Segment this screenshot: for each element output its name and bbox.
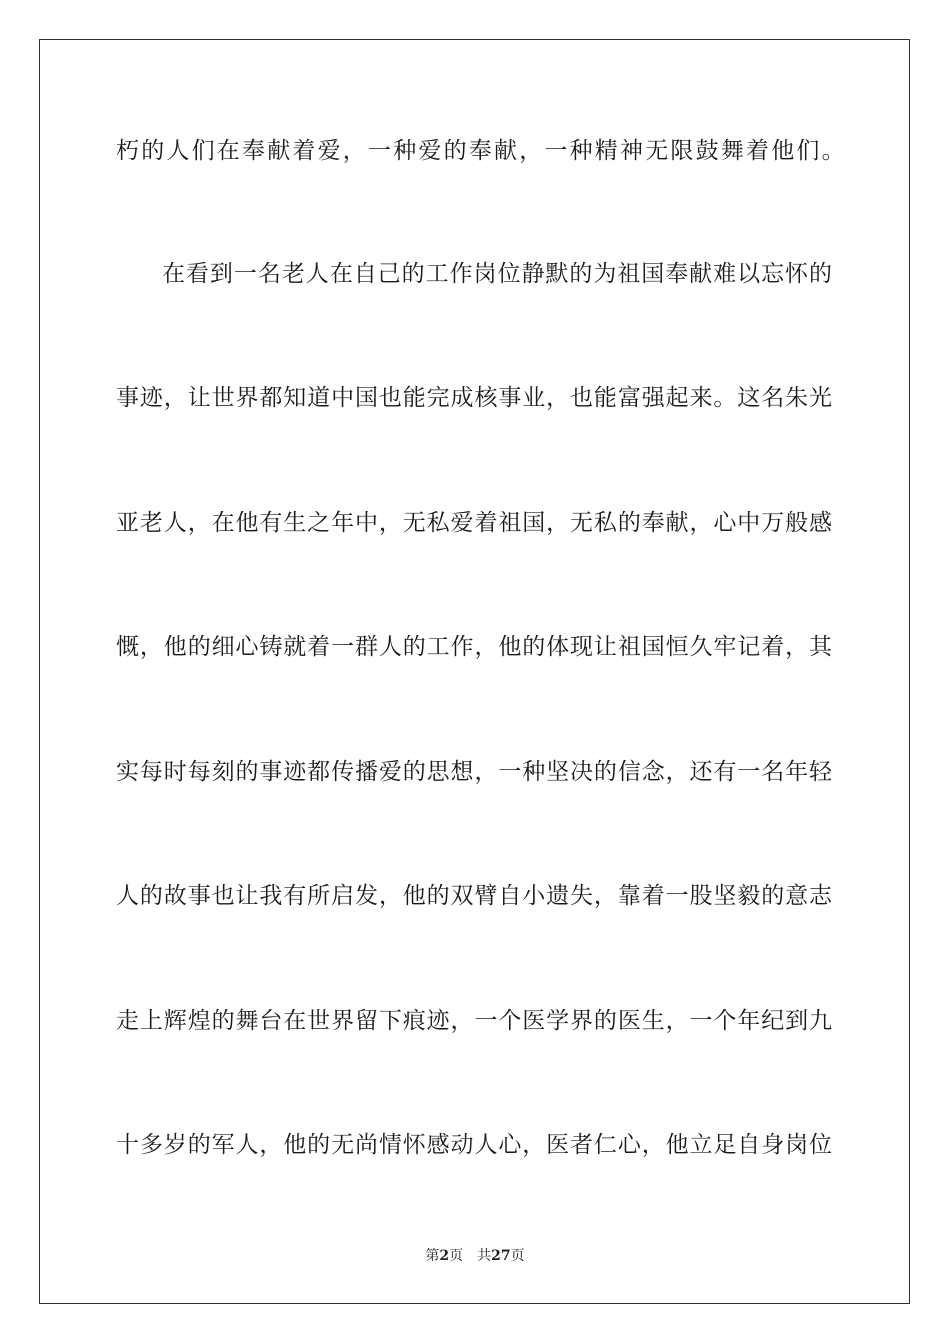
page-number: 2 bbox=[439, 1248, 450, 1264]
body-line-7: 人的故事也让我有所启发，他的双臂自小遗失，靠着一股坚毅的意志 bbox=[116, 883, 832, 909]
body-line-8: 走上辉煌的舞台在世界留下痕迹，一个医学界的医生，一个年纪到九 bbox=[116, 1008, 832, 1034]
body-line-6: 实每时每刻的事迹都传播爱的思想，一种坚决的信念，还有一名年轻 bbox=[116, 759, 832, 785]
body-line-4: 亚老人，在他有生之年中，无私爱着祖国，无私的奉献，心中万般感 bbox=[116, 510, 832, 536]
page-footer bbox=[0, 1247, 950, 1265]
page-prefix: 第 bbox=[425, 1248, 440, 1264]
total-pages: 27 bbox=[491, 1248, 511, 1264]
total-suffix: 页 bbox=[510, 1248, 525, 1264]
total-prefix: 共 bbox=[477, 1248, 492, 1264]
body-line-3: 事迹，让世界都知道中国也能完成核事业，也能富强起来。这名朱光 bbox=[116, 385, 832, 411]
body-line-1: 朽的人们在奉献着爱，一种爱的奉献，一种精神无限鼓舞着他们。 bbox=[116, 138, 847, 164]
body-line-2: 在看到一名老人在自己的工作岗位静默的为祖国奉献难以忘怀的 bbox=[162, 261, 832, 287]
body-line-9: 十多岁的军人，他的无尚情怀感动人心，医者仁心，他立足自身岗位 bbox=[116, 1132, 832, 1158]
body-line-5: 慨，他的细心铸就着一群人的工作，他的体现让祖国恒久牢记着，其 bbox=[116, 634, 832, 660]
page-suffix: 页 bbox=[449, 1248, 464, 1264]
page-border bbox=[39, 39, 910, 1304]
